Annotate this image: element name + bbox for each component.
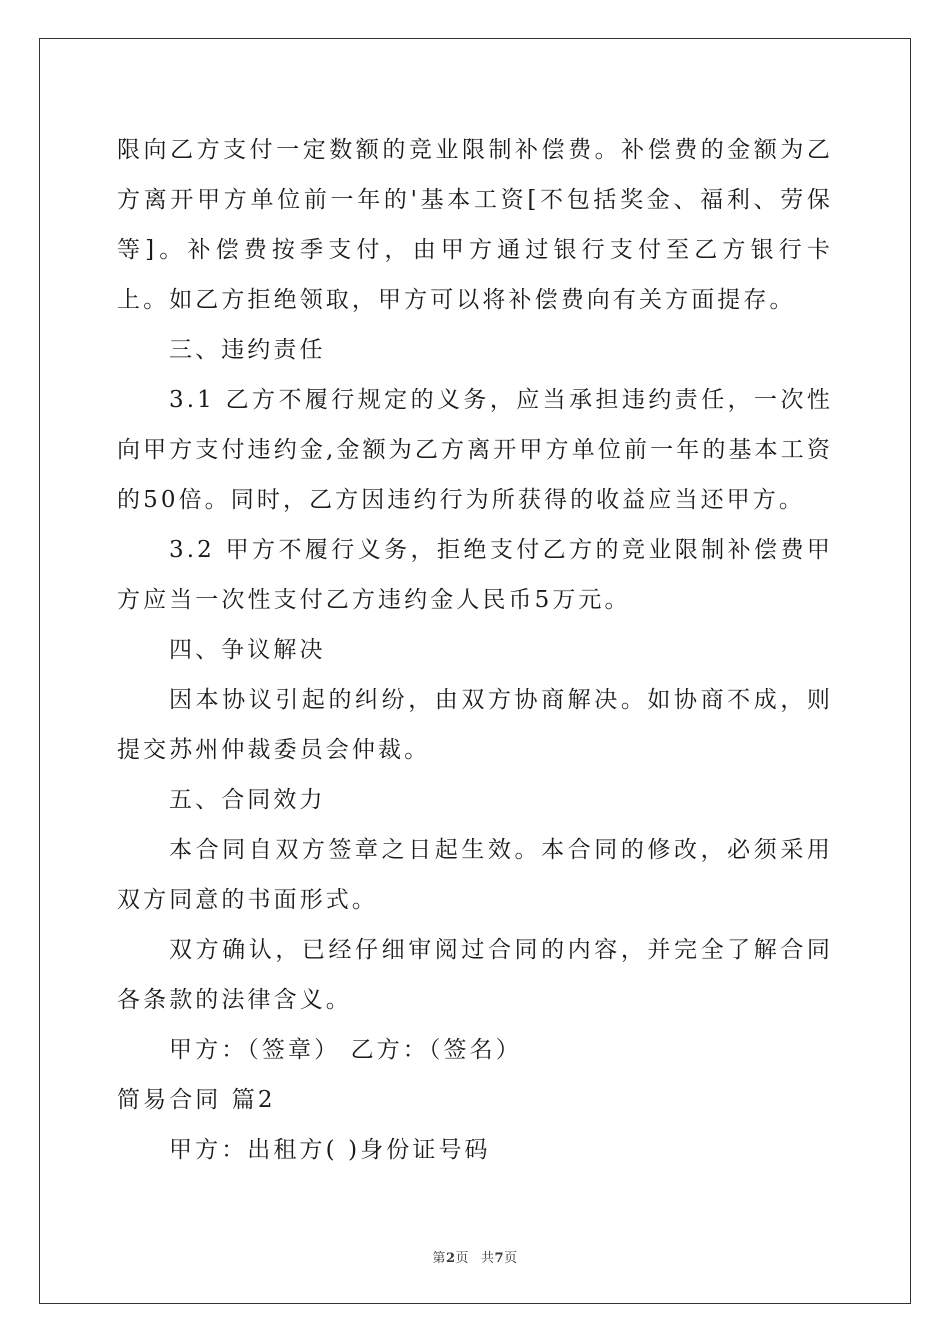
- page-current: 2: [445, 1251, 456, 1266]
- party-a-line: 甲方：出租方( )身份证号码: [169, 1137, 491, 1163]
- heading-dispute-resolution: 四、争议解决: [169, 637, 326, 663]
- paragraph-compensation: 限向乙方支付一定数额的竞业限制补偿费。补偿费的金额为乙方离开甲方单位前一年的'基本工资[不包括奖金、福利、劳保等]。补偿费按季支付，由甲方通过银行支付至乙方银行卡上。如乙方拒绝领取，甲方可以将补偿费向有关方面提存。: [117, 137, 833, 313]
- paragraph-validity: 本合同自双方签章之日起生效。本合同的修改，必须采用双方同意的书面形式。: [117, 837, 833, 913]
- total-prefix: 共: [481, 1251, 495, 1266]
- page-suffix: 页: [455, 1251, 469, 1266]
- clause-3-1: 3.1 乙方不履行规定的义务，应当承担违约责任，一次性向甲方支付违约金,金额为乙方离开甲方单位前一年的基本工资的50倍。同时，乙方因违约行为所获得的收益应当还甲方。: [117, 387, 833, 513]
- paragraph-confirmation: 双方确认，已经仔细审阅过合同的内容，并完全了解合同各条款的法律含义。: [117, 937, 833, 1013]
- page-total: 7: [494, 1251, 505, 1266]
- paragraph-dispute: 因本协议引起的纠纷，由双方协商解决。如协商不成，则提交苏州仲裁委员会仲裁。: [117, 687, 833, 763]
- heading-contract-validity: 五、合同效力: [169, 787, 326, 813]
- heading-breach-liability: 三、违约责任: [169, 337, 326, 363]
- signature-line: 甲方：（签章） 乙方：（签名）: [169, 1037, 522, 1063]
- page-footer: [0, 1247, 950, 1266]
- total-suffix: 页: [504, 1251, 518, 1266]
- document-body: [117, 125, 833, 1175]
- clause-3-2: 3.2 甲方不履行义务，拒绝支付乙方的竞业限制补偿费甲方应当一次性支付乙方违约金人民币5万元。: [117, 537, 833, 613]
- page-prefix: 第: [432, 1251, 446, 1266]
- section-title-contract-2: 简易合同 篇2: [117, 1087, 276, 1113]
